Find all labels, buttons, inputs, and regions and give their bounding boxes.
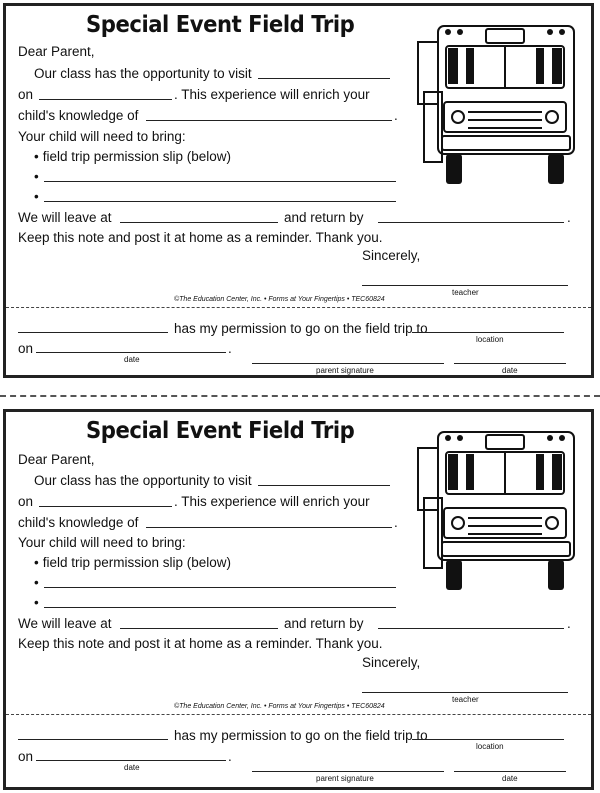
sincerely-text: Sincerely, [362,248,421,263]
bring-item-1 [34,555,231,570]
location-label: location [476,335,504,344]
period: . [228,749,232,764]
form-title: Special Event Field Trip [86,418,355,444]
bullet-icon: • [34,575,39,590]
teacher-label: teacher [452,288,479,297]
bullet-icon [34,149,43,164]
period: . [567,616,571,631]
visit-text: Our class has the opportunity to visit [34,66,252,81]
date-label: date [124,763,140,772]
knowledge-blank[interactable] [146,120,392,121]
enrich-text: . This experience will enrich your [174,87,370,102]
bring-text: Your child will need to bring: [18,535,186,550]
bring-item-3-blank[interactable] [44,201,396,202]
bullet-icon: • [34,169,39,184]
signature-date-line[interactable] [454,363,566,364]
bring-item-2-blank[interactable] [44,587,396,588]
keep-note-text: Keep this note and post it at home as a reminder. Thank you. [18,636,383,651]
on-text: on [18,494,34,509]
location-blank[interactable] [412,332,564,333]
on-label: on [18,341,34,356]
teacher-signature-line[interactable] [362,285,568,286]
permission-text: has my permission to go on the field trip to [174,321,428,336]
period: . [394,108,398,123]
sincerely-text: Sincerely, [362,655,421,670]
copyright-footer: ©The Education Center, Inc. • Forms at Your Fingertips • TEC60824 [174,296,385,303]
permission-date-blank[interactable] [36,352,226,353]
student-name-blank[interactable] [18,739,168,740]
greeting: Dear Parent, [18,452,95,467]
field-trip-form-2 [3,409,594,790]
parent-signature-label: parent signature [316,366,374,375]
return-text: and return by [284,616,364,631]
parent-signature-label: parent signature [316,774,374,783]
date-label: date [502,774,518,783]
knowledge-text: child's knowledge of [18,515,139,530]
bring-item-label: field trip permission slip (below) [42,555,232,570]
bring-text: Your child will need to bring: [18,129,186,144]
copyright-footer: ©The Education Center, Inc. • Forms at Your Fingertips • TEC60824 [174,703,385,710]
permission-date-blank[interactable] [36,760,226,761]
period: . [228,341,232,356]
date-blank[interactable] [39,99,172,100]
date-label: date [502,366,518,375]
bullet-icon: • [34,189,39,204]
period: . [394,515,398,530]
parent-signature-line[interactable] [252,771,444,772]
date-label: date [124,355,140,364]
leave-text: We will leave at [18,210,112,225]
visit-blank[interactable] [258,78,390,79]
leave-time-blank[interactable] [120,222,278,223]
cut-line [6,307,591,308]
knowledge-text: child's knowledge of [18,108,139,123]
leave-text: We will leave at [18,616,112,631]
date-blank[interactable] [39,506,172,507]
field-trip-form-1 [3,3,594,378]
bring-item-1 [34,149,231,164]
form-title: Special Event Field Trip [86,12,355,38]
cut-line [6,714,591,715]
keep-note-text: Keep this note and post it at home as a reminder. Thank you. [18,230,383,245]
bring-item-3-blank[interactable] [44,607,396,608]
leave-time-blank[interactable] [120,628,278,629]
visit-blank[interactable] [258,485,390,486]
on-text: on [18,87,34,102]
bullet-icon: • [34,595,39,610]
bullet-icon [34,555,43,570]
return-time-blank[interactable] [378,222,564,223]
teacher-signature-line[interactable] [362,692,568,693]
teacher-label: teacher [452,695,479,704]
student-name-blank[interactable] [18,332,168,333]
return-time-blank[interactable] [378,628,564,629]
return-text: and return by [284,210,364,225]
enrich-text: . This experience will enrich your [174,494,370,509]
page-cut-line [0,395,600,397]
period: . [567,210,571,225]
location-label: location [476,742,504,751]
permission-text: has my permission to go on the field trip to [174,728,428,743]
bring-item-label: field trip permission slip (below) [42,149,232,164]
location-blank[interactable] [412,739,564,740]
visit-text: Our class has the opportunity to visit [34,473,252,488]
on-label: on [18,749,34,764]
parent-signature-line[interactable] [252,363,444,364]
school-bus-icon [416,430,586,595]
signature-date-line[interactable] [454,771,566,772]
school-bus-icon [416,24,586,189]
bring-item-2-blank[interactable] [44,181,396,182]
knowledge-blank[interactable] [146,527,392,528]
greeting: Dear Parent, [18,44,95,59]
